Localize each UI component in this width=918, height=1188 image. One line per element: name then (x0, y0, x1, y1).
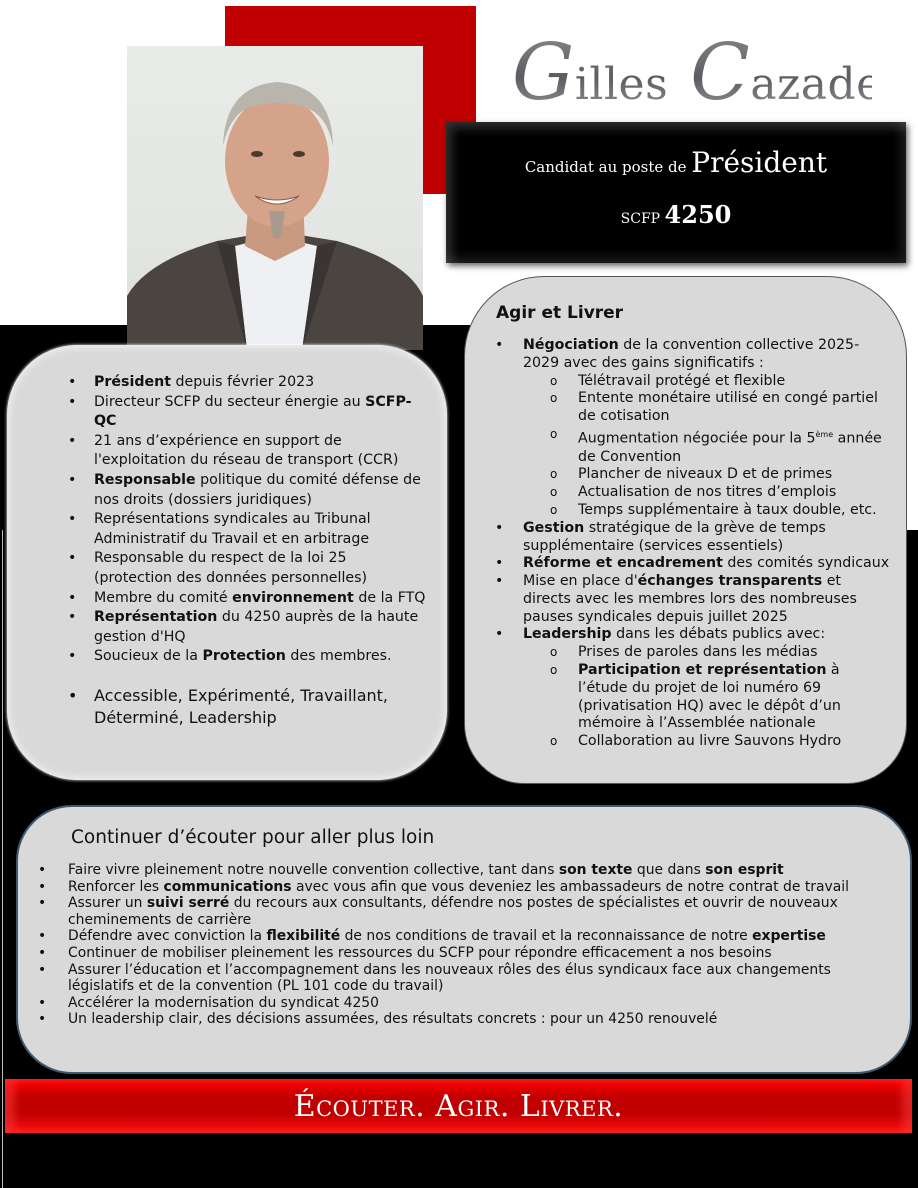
list-item: • Assurer l’éducation et l’accompagnement dans les nouveaux rôles des élus syndicaux face aux changements législatifs et de la convention (PL 101 code du travail) (38, 962, 878, 995)
candidate-name (512, 28, 883, 118)
priorities-list (38, 862, 878, 1028)
list-item: • Leadership dans les débats publics avec: o Prises de paroles dans les médias o Participation et représentation à l’étude du projet de loi numéro 69 (privatisation HQ) avec le dépôt d’un mémoire à l’Assemblée nationale o Collaboration au livre Sauvons Hydro (495, 626, 890, 751)
list-item: • Représentations syndicales au Tribunal Administratif du Travail et en arbitrage (68, 510, 428, 549)
first-name-initial: G (512, 28, 575, 118)
list-item: • Négociation de la convention collective 2025-2029 avec des gains significatifs : o Télétravail protégé et flexible o Entente monétaire utilisé en congé partiel de cotisation o Augmentation négociée pour la 5ème année de Convention o Plancher de niveaux D et de primes o Actualisation de nos titres d’emplois o Temps supplémentaire à taux double, etc. (495, 337, 890, 520)
achievements-title: Agir et Livrer (496, 303, 624, 323)
list-item: • Renforcer les communications avec vous afin que vous deveniez les ambassadeurs de notre contrat de travail (38, 879, 878, 896)
sub-list-item: o Plancher de niveaux D et de primes (523, 466, 890, 484)
priorities-panel (16, 805, 912, 1074)
slogan-banner (5, 1079, 912, 1133)
sub-list-item: o Télétravail protégé et flexible (523, 373, 890, 391)
union-number: 4250 (664, 200, 732, 229)
list-item: • Défendre avec conviction la flexibilité de nos conditions de travail et la reconnaissance de notre expertise (38, 928, 878, 945)
list-item: • Membre du comité environnement de la FTQ (68, 589, 428, 609)
sub-list (523, 373, 890, 520)
list-item: • Représentation du 4250 auprès de la haute gestion d'HQ (68, 608, 428, 647)
candidacy-line (446, 146, 906, 179)
achievements-panel (464, 276, 907, 784)
last-name-initial: C (690, 28, 751, 118)
list-item: • Assurer un suivi serré du recours aux consultants, défendre nos postes de spécialistes et ouvrir de nouveaux cheminements de carrière (38, 895, 878, 928)
list-item: • Gestion stratégique de la grève de temps supplémentaire (services essentiels) (495, 520, 890, 556)
sub-list-item: o Temps supplémentaire à taux double, etc. (523, 502, 890, 520)
list-item: • Réforme et encadrement des comités syndicaux (495, 555, 890, 573)
union-line (446, 200, 906, 229)
list-item: • Directeur SCFP du secteur énergie au SCFP-QC (68, 393, 428, 432)
list-item: • Président depuis février 2023 (68, 373, 428, 393)
last-name-rest: azade (750, 59, 883, 110)
sub-list-item: o Participation et représentation à l’étude du projet de loi numéro 69 (privatisation HQ) avec le dépôt d’un mémoire à l’Assemblée nationale (523, 662, 890, 733)
list-item: • Responsable politique du comité défense de nos droits (dossiers juridiques) (68, 471, 428, 510)
sub-list (523, 644, 890, 751)
candidacy-title-box (446, 122, 906, 263)
sub-list-item: o Prises de paroles dans les médias (523, 644, 890, 662)
list-item: • Soucieux de la Protection des membres. (68, 647, 428, 667)
sub-list-item: o Entente monétaire utilisé en congé partiel de cotisation (523, 390, 890, 426)
achievements-list (495, 337, 890, 751)
portrait-illustration (127, 46, 423, 350)
list-item: • Mise en place d'échanges transparents et directs avec les membres lors des nombreuses pauses syndicales depuis juillet 2025 (495, 573, 890, 626)
title-role: Président (691, 146, 828, 179)
union-prefix: SCFP (620, 211, 665, 227)
candidate-photo (127, 46, 423, 350)
first-name-rest: illes (574, 59, 669, 110)
list-item: • Faire vivre pleinement notre nouvelle convention collective, tant dans son texte que dans son esprit (38, 862, 878, 879)
experience-panel (7, 345, 447, 780)
list-item: • Responsable du respect de la loi 25 (protection des données personnelles) (68, 549, 428, 588)
sub-list-item: o Collaboration au livre Sauvons Hydro (523, 733, 890, 751)
title-prefix: Candidat au poste de (524, 158, 692, 176)
qualities-item: • Accessible, Expérimenté, Travaillant, Déterminé, Leadership (68, 685, 428, 729)
list-item: • 21 ans d’expérience en support de l'exploitation du réseau de transport (CCR) (68, 432, 428, 471)
list-item: • Un leadership clair, des décisions assumées, des résultats concrets : pour un 4250 renouvelé (38, 1011, 878, 1028)
list-item: • Accélérer la modernisation du syndicat 4250 (38, 995, 878, 1012)
list-item: • Continuer de mobiliser pleinement les ressources du SCFP pour répondre efficacement a nos besoins (38, 945, 878, 962)
slogan-text: Écouter. Agir. Livrer. (293, 1089, 624, 1124)
experience-list (68, 373, 428, 729)
priorities-title: Continuer d’écouter pour aller plus loin (71, 827, 435, 848)
sub-list-item: o Actualisation de nos titres d’emplois (523, 484, 890, 502)
sub-list-item: o Augmentation négociée pour la 5ème année de Convention (523, 426, 890, 466)
edge-line (2, 530, 3, 1188)
